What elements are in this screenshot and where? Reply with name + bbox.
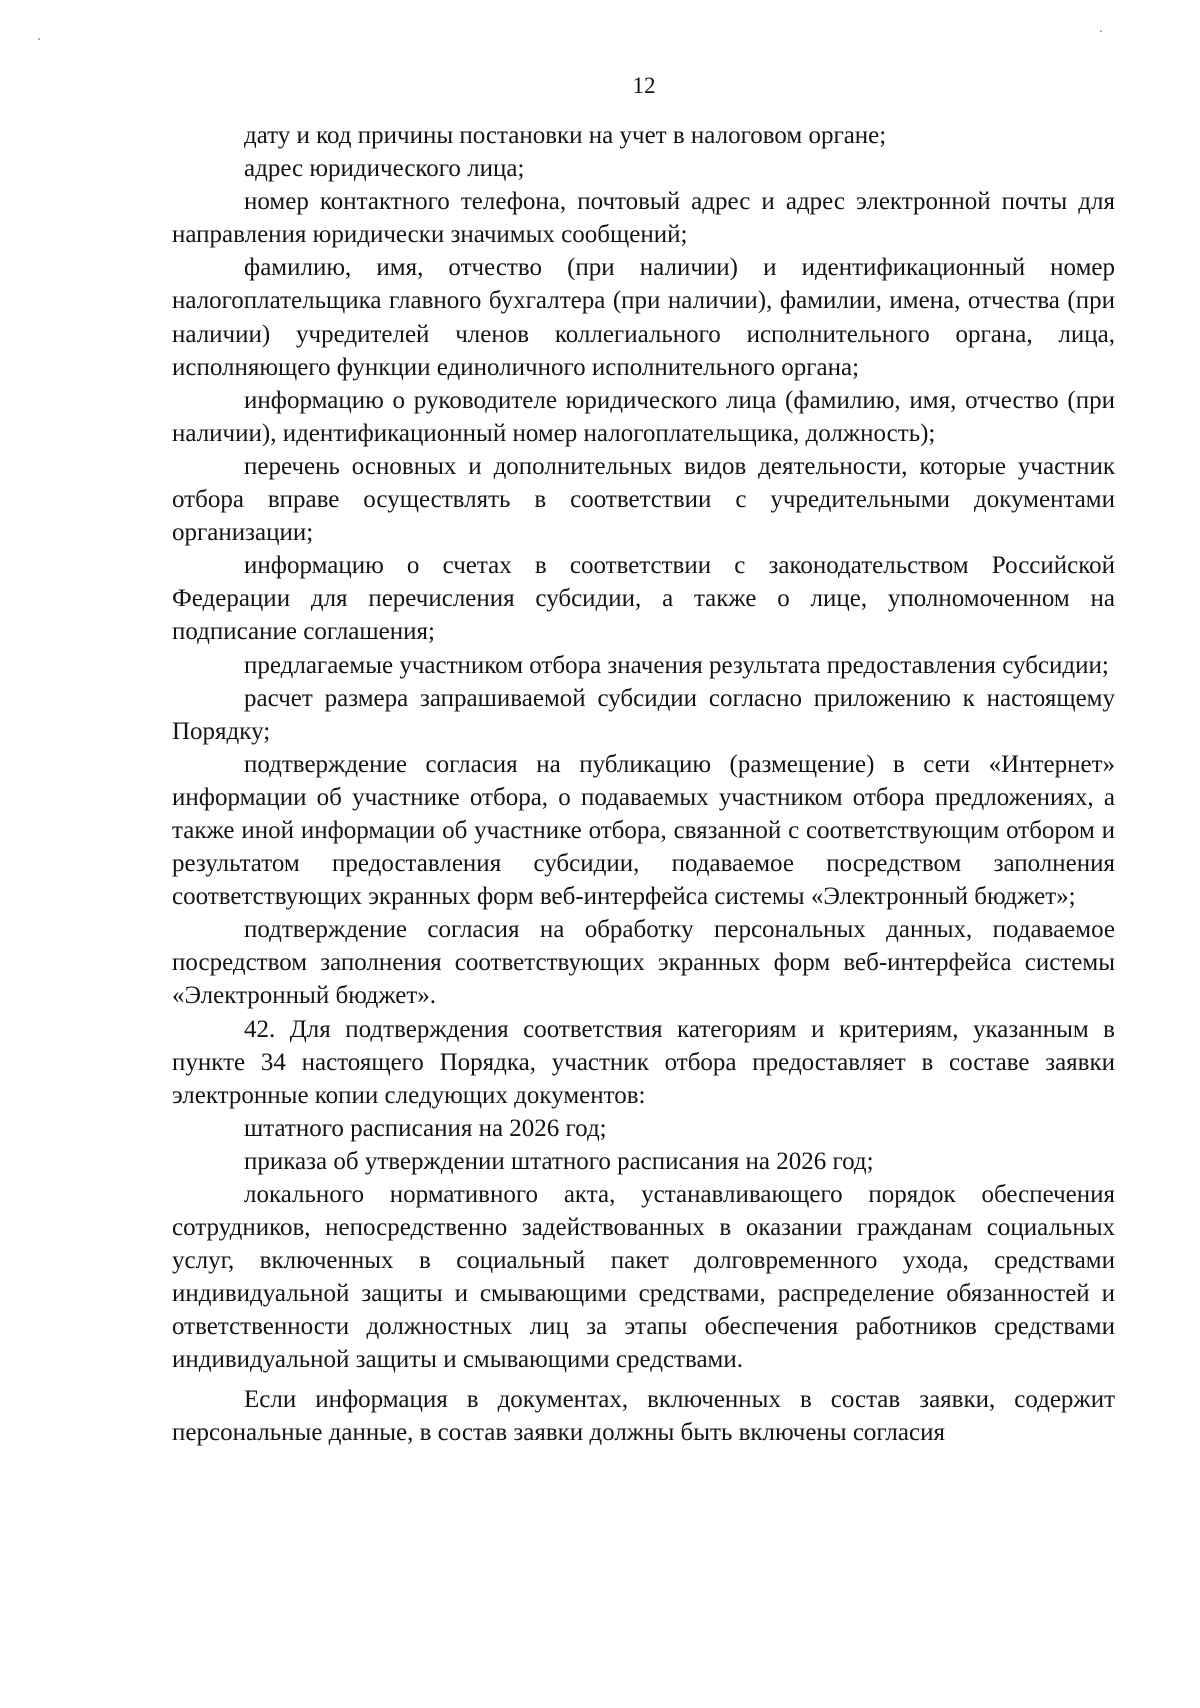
paragraph: фамилию, имя, отчество (при наличии) и идентификационный номер налогоплательщика главного бухгалтера (при наличии), фамилии, имена, отчества (при наличии) учредителей членов коллегиального исполнительного органа, лица, исполняющего функции единоличного исполнительного органа; <box>172 254 1115 381</box>
paragraph: предлагаемые участником отбора значения результата предоставления субсидии; <box>244 651 1109 679</box>
paragraph: перечень основных и дополнительных видов деятельности, которые участник отбора вправе осуществлять в соответствии с учредительными документами организации; <box>172 452 1115 547</box>
page-number: 12 <box>632 73 656 98</box>
paragraph: Если информация в документах, включенных в состав заявки, содержит персональные данные, в состав заявки должны быть включены согласия <box>172 1385 1115 1446</box>
paragraph: номер контактного телефона, почтовый адрес и адрес электронной почты для направления юридически значимых сообщений; <box>172 188 1115 249</box>
paragraph: расчет размера запрашиваемой субсидии согласно приложению к настоящему Порядку; <box>172 684 1115 745</box>
paragraph: подтверждение согласия на обработку персональных данных, подаваемое посредством заполнения соответствующих экранных форм веб-интерфейса системы «Электронный бюджет». <box>172 916 1115 1010</box>
scan-speck <box>38 38 40 40</box>
scan-speck <box>1100 30 1102 32</box>
paragraph: локального нормативного акта, устанавливающего порядок обеспечения сотрудников, непосредственно задействованных в оказании гражданам социальных услуг, включенных в социальный пакет долговременного ухода, средствами индивидуальной защиты и смывающими средствами, распределение обязанностей и ответственности должностных лиц за этапы обеспечения работников средствами индивидуальной защиты и смывающими средствами. <box>172 1181 1115 1374</box>
paragraph: информацию о руководителе юридического лица (фамилию, имя, отчество (при наличии), идентификационный номер налогоплательщика, должность); <box>172 386 1115 447</box>
paragraph: дату и код причины постановки на учет в налоговом органе; <box>244 122 887 149</box>
document-body <box>172 119 1115 1449</box>
paragraph: штатного расписания на 2026 год; <box>244 1114 607 1142</box>
paragraph: адрес юридического лица; <box>244 155 525 183</box>
paragraph: информацию о счетах в соответствии с законодательством Российской Федерации для перечисления субсидии, а также о лице, уполномоченном на подписание соглашения; <box>172 552 1115 646</box>
paragraph: приказа об утверждении штатного расписания на 2026 год; <box>244 1147 874 1175</box>
paragraph-item-42: 42. Для подтверждения соответствия категориям и критериям, указанным в пункте 34 настоящего Порядка, участник отбора предоставляет в составе заявки электронные копии следующих документов: <box>172 1015 1115 1109</box>
paragraph: подтверждение согласия на публикацию (размещение) в сети «Интернет» информации об участнике отбора, о подаваемых участником отбора предложениях, а также иной информации об участнике отбора, связанной с соответствующим отбором и результатом предоставления субсидии, подаваемое посредством заполнения соответствующих экранных форм веб-интерфейса системы «Электронный бюджет»; <box>172 750 1115 911</box>
